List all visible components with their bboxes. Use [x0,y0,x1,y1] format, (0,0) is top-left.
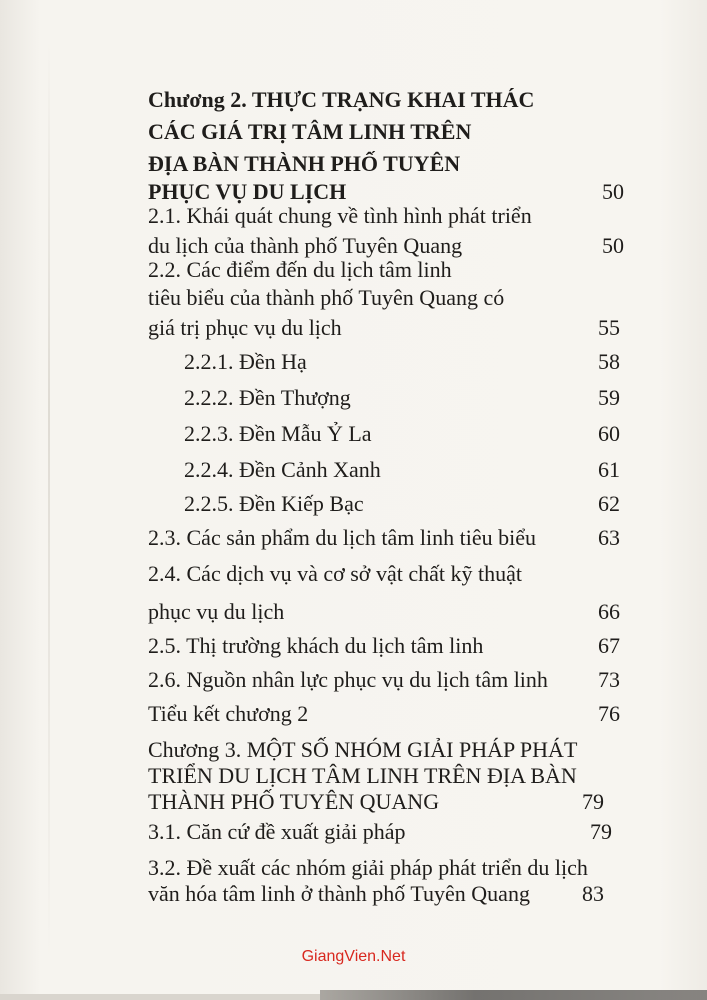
toc-entry-text: 2.2.4. Đền Cảnh Xanh [184,457,381,482]
toc-entry-text: du lịch của thành phố Tuyên Quang [148,233,463,258]
toc-entry-2-2-2 [0,382,707,414]
toc-entry-text: 2.2.2. Đền Thượng [184,385,351,410]
toc-chapter-2-line-2 [0,116,707,148]
toc-entry-text: 2.2.1. Đền Hạ [184,349,307,374]
toc-page-number: 79 [582,789,604,814]
toc-chapter-3-title-2: TRIỂN DU LỊCH TÂM LINH TRÊN ĐỊA BÀN [148,763,577,788]
toc-entry-text: 3.2. Đề xuất các nhóm giải pháp phát triển du lịch [148,855,588,880]
toc-page-number: 76 [598,701,620,726]
toc-entry-2-4-line-1 [0,558,707,590]
watermark-link[interactable]: GiangVien.Net [301,948,406,965]
toc-entry-3-2-line-2 [0,878,707,910]
toc-entry-2-5 [0,630,707,662]
toc-entry-text: 2.2. Các điểm đến du lịch tâm linh [148,257,452,282]
page-bottom-edge [0,994,320,1000]
toc-entry-text: 2.2.5. Đền Kiếp Bạc [184,491,364,516]
toc-entry-text: 3.1. Căn cứ đề xuất giải pháp [148,819,406,844]
toc-entry-2-4-line-2 [0,596,707,628]
page-bottom-shadow [320,990,707,1000]
toc-page-number: 61 [598,457,620,482]
toc-entry-text: 2.6. Nguồn nhân lực phục vụ du lịch tâm linh [148,667,548,692]
toc-page-number: 58 [598,349,620,374]
toc-page-number: 50 [602,233,624,258]
toc-entry-2-6 [0,664,707,696]
toc-entry-text: 2.4. Các dịch vụ và cơ sở vật chất kỹ thuật [148,561,522,586]
toc-entry-3-1 [0,816,707,848]
toc-entry-text: 2.1. Khái quát chung về tình hình phát triển [148,203,532,228]
toc-chapter-2-title-1: Chương 2. THỰC TRẠNG KHAI THÁC [148,87,535,112]
toc-page-number: 50 [602,179,624,204]
toc-chapter-3-line-3 [0,786,707,818]
toc-entry-text: giá trị phục vụ du lịch [148,315,342,340]
toc-chapter-2-title-3: ĐỊA BÀN THÀNH PHỐ TUYÊN [148,151,461,176]
toc-entry-text: 2.5. Thị trường khách du lịch tâm linh [148,633,484,658]
toc-page-number: 59 [598,385,620,410]
toc-page-number: 66 [598,599,620,624]
toc-page-number: 73 [598,667,620,692]
toc-entry-2-2-3 [0,418,707,450]
toc-entry-text: 2.3. Các sản phẩm du lịch tâm linh tiêu biểu [148,525,536,550]
toc-entry-2-2-5 [0,488,707,520]
toc-entry-text: Tiểu kết chương 2 [148,701,309,726]
toc-entry-text: tiêu biểu của thành phố Tuyên Quang có [148,285,505,310]
toc-entry-2-2-4 [0,454,707,486]
toc-entry-text: 2.2.3. Đền Mẫu Ỷ La [184,421,372,446]
toc-entry-text: văn hóa tâm linh ở thành phố Tuyên Quang [148,881,530,906]
toc-chapter-2-title-4: PHỤC VỤ DU LỊCH [148,179,347,204]
toc-entry-2-1-line-1 [0,200,707,232]
toc-entry-2-3 [0,522,707,554]
toc-chapter-3-title-1: Chương 3. MỘT SỐ NHÓM GIẢI PHÁP PHÁT [148,737,578,762]
toc-entry-text: phục vụ du lịch [148,599,285,624]
toc-page-number: 63 [598,525,620,550]
toc-page-number: 67 [598,633,620,658]
toc-entry-summary-ch2 [0,698,707,730]
toc-page-number: 79 [590,819,612,844]
toc-page-number: 55 [598,315,620,340]
toc-chapter-3-title-3: THÀNH PHỐ TUYÊN QUANG [148,789,440,814]
toc-chapter-2-line-1 [0,84,707,116]
toc-entry-2-2-line-3 [0,312,707,344]
toc-entry-2-2-line-2 [0,282,707,314]
toc-page-number: 83 [582,881,604,906]
toc-chapter-2-title-2: CÁC GIÁ TRỊ TÂM LINH TRÊN [148,119,472,144]
toc-page-number: 60 [598,421,620,446]
toc-entry-2-2-1 [0,346,707,378]
toc-page-number: 62 [598,491,620,516]
